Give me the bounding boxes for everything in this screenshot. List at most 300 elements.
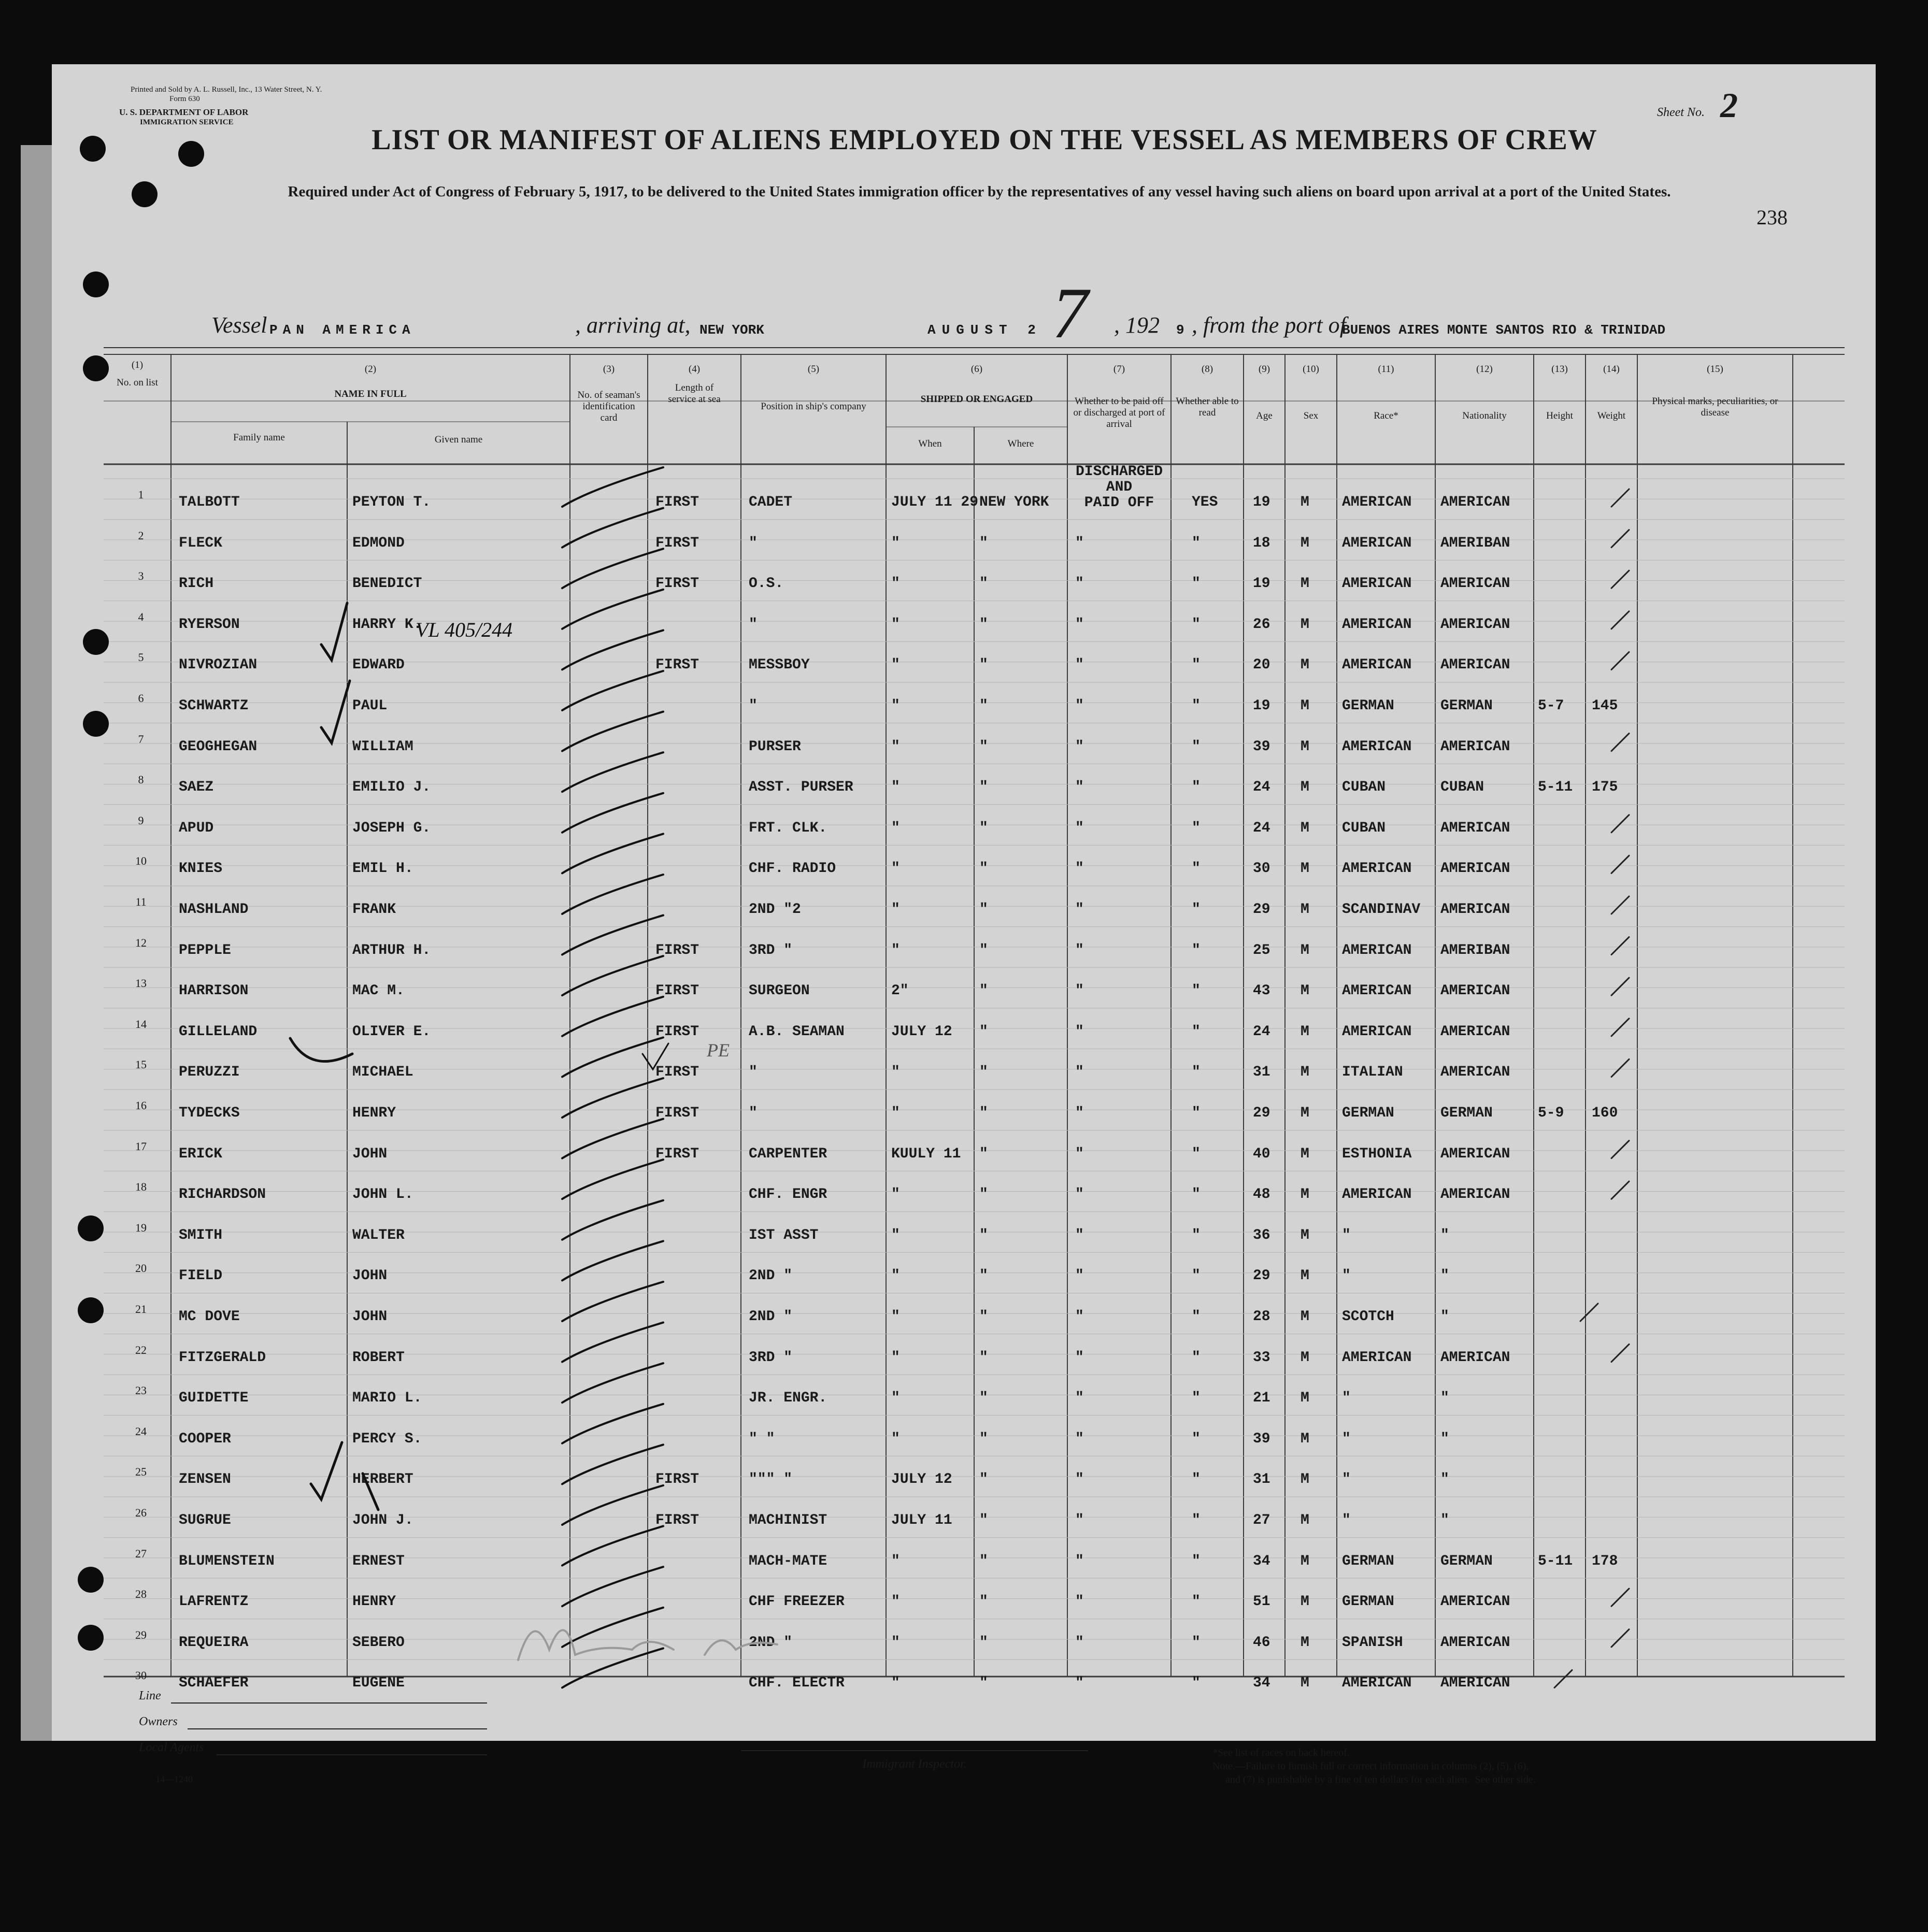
age-cell: 19 (1253, 576, 1270, 592)
race-cell: AMERICAN (1342, 942, 1412, 958)
punch-hole (178, 141, 204, 167)
shipped-when-cell: " (891, 1227, 900, 1243)
race-cell: AMERICAN (1342, 617, 1412, 633)
family-name-cell: SCHAEFER (179, 1675, 249, 1691)
position-cell: CHF FREEZER (749, 1594, 845, 1610)
col-header-age: Age (1256, 410, 1273, 421)
sex-cell: M (1301, 1553, 1309, 1569)
footer-note: *See list of races on back hereof. Note.—Failure to furnish full or correct information in columns (2), (5), (6), and (7) is punishable by a fine of ten dollars for each alien. See other side. (1212, 1747, 1536, 1785)
service-length-cell: FIRST (655, 983, 699, 999)
position-cell: " (749, 698, 758, 714)
family-name-cell: NIVROZIAN (179, 657, 258, 673)
family-name-cell: SAEZ (179, 779, 214, 795)
position-cell: MESSBOY (749, 657, 810, 673)
given-name-cell: PEYTON T. (352, 494, 431, 510)
shipped-when-cell: " (891, 535, 900, 551)
able-to-read-cell: " (1192, 617, 1201, 633)
age-cell: 29 (1253, 901, 1270, 918)
row-number: 16 (135, 1099, 147, 1112)
nationality-cell: AMERICAN (1440, 657, 1510, 673)
row-number: 25 (135, 1465, 147, 1478)
family-name-cell: TYDECKS (179, 1105, 240, 1121)
age-cell: 29 (1253, 1268, 1270, 1284)
col1-number: (1) (131, 360, 144, 370)
race-cell: CUBAN (1342, 779, 1386, 795)
paid-off-cell: " (1075, 617, 1084, 633)
family-name-cell: NASHLAND (179, 901, 249, 918)
able-to-read-cell: " (1192, 1064, 1201, 1080)
shipped-when-cell: " (891, 1309, 900, 1325)
punch-hole (132, 181, 158, 207)
position-cell: 2ND "2 (749, 901, 801, 918)
given-name-cell: MICHAEL (352, 1064, 413, 1080)
col-header-weight: Weight (1597, 410, 1626, 421)
shipped-where-cell: " (979, 1186, 988, 1203)
col9-number: (9) (1258, 364, 1270, 375)
row-number: 7 (138, 733, 144, 746)
position-cell: A.B. SEAMAN (749, 1024, 845, 1040)
row-number: 15 (135, 1058, 147, 1071)
family-name-cell: GEOGHEGAN (179, 739, 258, 755)
family-name-cell: GILLELAND (179, 1024, 258, 1040)
paid-off-cell: " (1075, 820, 1084, 836)
nationality-cell: GERMAN (1440, 1553, 1493, 1569)
position-cell: CADET (749, 494, 793, 510)
shipped-when-cell: " (891, 1186, 900, 1203)
nationality-cell: AMERICAN (1440, 494, 1510, 510)
age-cell: 19 (1253, 494, 1270, 510)
position-cell: JR. ENGR. (749, 1390, 827, 1406)
given-name-cell: BENEDICT (352, 576, 422, 592)
height-cell: 5-11 (1538, 779, 1573, 795)
able-to-read-cell: " (1192, 535, 1201, 551)
family-name-cell: SUGRUE (179, 1512, 231, 1528)
service-length-cell: FIRST (655, 1024, 699, 1040)
age-cell: 24 (1253, 1024, 1270, 1040)
row-number: 1 (138, 488, 144, 501)
family-name-cell: RICHARDSON (179, 1186, 266, 1203)
service-length-cell: FIRST (655, 1471, 699, 1487)
shipped-where-cell: " (979, 576, 988, 592)
given-name-cell: HERBERT (352, 1471, 413, 1487)
family-name-cell: COOPER (179, 1431, 231, 1447)
position-cell: CARPENTER (749, 1146, 827, 1162)
sex-cell: M (1301, 942, 1309, 958)
service-length-cell: FIRST (655, 535, 699, 551)
col8-number: (8) (1201, 364, 1213, 375)
age-cell: 51 (1253, 1594, 1270, 1610)
sex-cell: M (1301, 779, 1309, 795)
sex-cell: M (1301, 617, 1309, 633)
shipped-where-cell: " (979, 698, 988, 714)
race-cell: " (1342, 1227, 1351, 1243)
race-cell: AMERICAN (1342, 739, 1412, 755)
shipped-where-cell: " (979, 1512, 988, 1528)
vessel-name: PAN AMERICA (269, 322, 416, 338)
col-header-height: Height (1546, 410, 1573, 421)
shipped-when-cell: " (891, 1594, 900, 1610)
paid-off-cell: " (1075, 1431, 1084, 1447)
shipped-where-cell: " (979, 861, 988, 877)
sex-cell: M (1301, 1635, 1309, 1651)
shipped-when-cell: " (891, 1431, 900, 1447)
col-header-where: Where (1007, 438, 1034, 449)
paid-off-cell: " (1075, 739, 1084, 755)
nationality-cell: AMERICAN (1440, 1635, 1510, 1651)
owners-underline (188, 1728, 487, 1729)
race-cell: SCANDINAV (1342, 901, 1421, 918)
given-name-cell: ROBERT (352, 1350, 405, 1366)
nationality-cell: " (1440, 1471, 1449, 1487)
service-length-cell: FIRST (655, 1105, 699, 1121)
shipped-where-cell: " (979, 617, 988, 633)
age-cell: 28 (1253, 1309, 1270, 1325)
given-name-cell: PAUL (352, 698, 388, 714)
row-number: 27 (135, 1547, 147, 1560)
position-cell: " (749, 535, 758, 551)
row-number: 28 (135, 1587, 147, 1600)
able-to-read-cell: " (1192, 942, 1201, 958)
nationality-cell: AMERICAN (1440, 1594, 1510, 1610)
family-name-cell: RICH (179, 576, 214, 592)
arriving-label: , arriving at, (575, 312, 691, 338)
sex-cell: M (1301, 1227, 1309, 1243)
col-header-paid-off: Whether to be paid off or discharged at port of arrival (1073, 396, 1165, 430)
row-number: 9 (138, 814, 144, 827)
col-header-when: When (918, 438, 942, 449)
age-cell: 33 (1253, 1350, 1270, 1366)
page-title: LIST OR MANIFEST OF ALIENS EMPLOYED ON THE VESSEL AS MEMBERS OF CREW (372, 124, 1597, 156)
shipped-where-cell: " (979, 1105, 988, 1121)
shipped-where-cell: " (979, 1227, 988, 1243)
nationality-cell: AMERICAN (1440, 901, 1510, 918)
family-name-cell: RYERSON (179, 617, 240, 633)
given-name-cell: PERCY S. (352, 1431, 422, 1447)
shipped-where-cell: " (979, 779, 988, 795)
col-header-nationality: Nationality (1462, 410, 1507, 421)
able-to-read-cell: " (1192, 1268, 1201, 1284)
nationality-cell: AMERICAN (1440, 739, 1510, 755)
service-length-cell: FIRST (655, 1512, 699, 1528)
row-number: 26 (135, 1506, 147, 1519)
shipped-where-cell: " (979, 1350, 988, 1366)
line-label: Line (139, 1689, 161, 1702)
paid-off-cell: " (1075, 657, 1084, 673)
col4-number: (4) (688, 364, 701, 375)
arrival-year: 9 (1176, 322, 1184, 338)
nationality-cell: " (1440, 1431, 1449, 1447)
shipped-when-cell: " (891, 1390, 900, 1406)
row-number: 23 (135, 1384, 147, 1397)
given-name-cell: EMILIO J. (352, 779, 431, 795)
col-header-list-number: No. on list (117, 377, 158, 388)
punch-hole (78, 1567, 104, 1593)
position-cell: " " (749, 1431, 775, 1447)
sex-cell: M (1301, 698, 1309, 714)
given-name-cell: JOHN (352, 1268, 388, 1284)
sex-cell: M (1301, 657, 1309, 673)
col5-number: (5) (807, 364, 820, 375)
position-cell: O.S. (749, 576, 784, 592)
col3-number: (3) (603, 364, 615, 375)
row-number: 8 (138, 773, 144, 786)
nationality-cell: " (1440, 1227, 1449, 1243)
sex-cell: M (1301, 1024, 1309, 1040)
row-number: 2 (138, 529, 144, 542)
given-name-cell: WALTER (352, 1227, 405, 1243)
row-number: 5 (138, 651, 144, 664)
paid-off-cell: " (1075, 535, 1084, 551)
weight-cell: 145 (1592, 698, 1618, 714)
shipped-when-cell: " (891, 1635, 900, 1651)
family-name-cell: BLUMENSTEIN (179, 1553, 275, 1569)
shipped-where-cell: " (979, 820, 988, 836)
col-header-position: Position in ship's company (761, 401, 866, 412)
row-number: 30 (135, 1669, 147, 1682)
shipped-where-cell: " (979, 901, 988, 918)
race-cell: SPANISH (1342, 1635, 1403, 1651)
given-name-cell: JOSEPH G. (352, 820, 431, 836)
year-label: , 192 (1114, 312, 1160, 338)
age-cell: 31 (1253, 1064, 1270, 1080)
col7-number: (7) (1113, 364, 1125, 375)
race-cell: CUBAN (1342, 820, 1386, 836)
paid-off-cell: " (1075, 942, 1084, 958)
from-port: BUENOS AIRES MONTE SANTOS RIO & TRINIDAD (1342, 322, 1666, 338)
paid-off-cell: " (1075, 1227, 1084, 1243)
age-cell: 43 (1253, 983, 1270, 999)
given-name-cell: HENRY (352, 1594, 396, 1610)
position-cell: 2ND " (749, 1268, 793, 1284)
age-cell: 34 (1253, 1675, 1270, 1691)
col-header-sex: Sex (1303, 410, 1319, 421)
family-name-cell: FIELD (179, 1268, 223, 1284)
col-header-family-name: Family name (233, 432, 285, 443)
row-number: 4 (138, 610, 144, 623)
position-cell: PURSER (749, 739, 801, 755)
given-name-cell: JOHN J. (352, 1512, 413, 1528)
shipped-where-cell: " (979, 1471, 988, 1487)
able-to-read-cell: " (1192, 983, 1201, 999)
service-length-cell: FIRST (655, 1146, 699, 1162)
arrival-port: NEW YORK (699, 322, 764, 338)
given-name-cell: WILLIAM (352, 739, 413, 755)
nationality-cell: AMERICAN (1440, 983, 1510, 999)
position-cell: CHF. RADIO (749, 861, 836, 877)
shipped-where-cell: " (979, 942, 988, 958)
position-cell: ASST. PURSER (749, 779, 853, 795)
sex-cell: M (1301, 1064, 1309, 1080)
nationality-cell: AMERIBAN (1440, 942, 1510, 958)
age-cell: 24 (1253, 779, 1270, 795)
position-cell: " (749, 1105, 758, 1121)
service-length-cell: FIRST (655, 942, 699, 958)
position-cell: 3RD " (749, 1350, 793, 1366)
paid-off-cell: " (1075, 983, 1084, 999)
sex-cell: M (1301, 1186, 1309, 1203)
shipped-when-cell: " (891, 698, 900, 714)
row-number: 6 (138, 692, 144, 705)
able-to-read-cell: " (1192, 1146, 1201, 1162)
race-cell: " (1342, 1268, 1351, 1284)
race-cell: AMERICAN (1342, 657, 1412, 673)
shipped-when-cell: " (891, 1350, 900, 1366)
able-to-read-cell: " (1192, 657, 1201, 673)
owners-label: Owners (139, 1715, 178, 1728)
race-cell: AMERICAN (1342, 494, 1412, 510)
able-to-read-cell: " (1192, 1105, 1201, 1121)
paid-off-cell: " (1075, 1064, 1084, 1080)
paid-off-cell: " (1075, 1024, 1084, 1040)
given-name-cell: OLIVER E. (352, 1024, 431, 1040)
col13-number: (13) (1551, 364, 1568, 375)
age-cell: 18 (1253, 535, 1270, 551)
family-name-cell: SMITH (179, 1227, 223, 1243)
race-cell: AMERICAN (1342, 1186, 1412, 1203)
sex-cell: M (1301, 1146, 1309, 1162)
nationality-cell: AMERICAN (1440, 861, 1510, 877)
age-cell: 24 (1253, 820, 1270, 836)
paid-off-cell: " (1075, 1105, 1084, 1121)
position-cell: MACHINIST (749, 1512, 827, 1528)
family-name-cell: HARRISON (179, 983, 249, 999)
given-name-cell: EDMOND (352, 535, 405, 551)
family-name-cell: SCHWARTZ (179, 698, 249, 714)
height-cell: 5-7 (1538, 698, 1564, 714)
race-cell: GERMAN (1342, 1594, 1394, 1610)
shipped-when-cell: " (891, 1675, 900, 1691)
able-to-read-cell: " (1192, 1350, 1201, 1366)
vessel-label: Vessel (211, 312, 267, 338)
row-number: 11 (135, 895, 147, 908)
service-length-cell: FIRST (655, 657, 699, 673)
race-cell: GERMAN (1342, 1553, 1394, 1569)
row-number: 13 (135, 977, 147, 990)
sheet-number-label: Sheet No. (1657, 106, 1705, 119)
family-name-cell: FITZGERALD (179, 1350, 266, 1366)
weight-cell: 175 (1592, 779, 1618, 795)
nationality-cell: AMERICAN (1440, 820, 1510, 836)
line-underline (171, 1702, 487, 1704)
able-to-read-cell: " (1192, 901, 1201, 918)
position-cell: 2ND " (749, 1309, 793, 1325)
sex-cell: M (1301, 739, 1309, 755)
age-cell: 34 (1253, 1553, 1270, 1569)
race-cell: " (1342, 1390, 1351, 1406)
given-name-cell: FRANK (352, 901, 396, 918)
shipped-when-cell: " (891, 657, 900, 673)
shipped-where-cell: NEW YORK (979, 494, 1049, 510)
sex-cell: M (1301, 1390, 1309, 1406)
family-name-cell: PERUZZI (179, 1064, 240, 1080)
sex-cell: M (1301, 1105, 1309, 1121)
page-subtitle: Required under Act of Congress of February 5, 1917, to be delivered to the United States immigration officer by the representatives of any vessel having such aliens on board upon arrival at a port of the United States. (288, 183, 1671, 200)
given-name-cell: ERNEST (352, 1553, 405, 1569)
race-cell: " (1342, 1471, 1351, 1487)
handwritten-day: 7 (1052, 273, 1088, 353)
position-cell: CHF. ELECTR (749, 1675, 845, 1691)
family-name-cell: MC DOVE (179, 1309, 240, 1325)
col12-number: (12) (1476, 364, 1493, 375)
shipped-when-cell: " (891, 1064, 900, 1080)
position-cell: IST ASST (749, 1227, 819, 1243)
nationality-cell: AMERICAN (1440, 1024, 1510, 1040)
row-number: 20 (135, 1262, 147, 1275)
col10-number: (10) (1303, 364, 1319, 375)
shipped-where-cell: " (979, 1064, 988, 1080)
able-to-read-cell: " (1192, 861, 1201, 877)
nationality-cell: GERMAN (1440, 1105, 1493, 1121)
paid-off-cell: " (1075, 1309, 1084, 1325)
paid-off-cell: " (1075, 1186, 1084, 1203)
race-cell: AMERICAN (1342, 1675, 1412, 1691)
punch-hole (83, 355, 109, 381)
position-cell: CHF. ENGR (749, 1186, 827, 1203)
age-cell: 25 (1253, 942, 1270, 958)
race-cell: ESTHONIA (1342, 1146, 1412, 1162)
shipped-where-cell: " (979, 983, 988, 999)
tydecks-annotation: PE (707, 1040, 730, 1061)
inspector-label: Immigrant Inspector. (862, 1757, 967, 1771)
weight-cell: 178 (1592, 1553, 1618, 1569)
shipped-when-cell: " (891, 779, 900, 795)
height-cell: 5-9 (1538, 1105, 1564, 1121)
sex-cell: M (1301, 1350, 1309, 1366)
sex-cell: M (1301, 1594, 1309, 1610)
sex-cell: M (1301, 1512, 1309, 1528)
col15-number: (15) (1707, 364, 1723, 375)
family-name-cell: LAFRENTZ (179, 1594, 249, 1610)
col-header-read: Whether able to read (1176, 396, 1239, 418)
shipped-where-cell: " (979, 739, 988, 755)
age-cell: 39 (1253, 739, 1270, 755)
shipped-where-cell: " (979, 1594, 988, 1610)
position-cell: 2ND " (749, 1635, 793, 1651)
age-cell: 48 (1253, 1186, 1270, 1203)
able-to-read-cell: " (1192, 1553, 1201, 1569)
shipped-where-cell: " (979, 657, 988, 673)
position-cell: 3RD " (749, 942, 793, 958)
family-name-cell: TALBOTT (179, 494, 240, 510)
sex-cell: M (1301, 820, 1309, 836)
col-header-race: Race* (1374, 410, 1398, 421)
punch-hole (83, 711, 109, 737)
row-number: 17 (135, 1140, 147, 1153)
shipped-where-cell: " (979, 1146, 988, 1162)
shipped-when-cell: JULY 11 (891, 1512, 952, 1528)
stamped-page-number: 238 (1756, 206, 1788, 229)
col2-number: (2) (364, 364, 377, 375)
able-to-read-cell: " (1192, 1635, 1201, 1651)
col11-number: (11) (1378, 364, 1394, 375)
col-header-name: NAME IN FULL (334, 389, 407, 399)
family-name-cell: APUD (179, 820, 214, 836)
shipped-where-cell: " (979, 1024, 988, 1040)
paid-off-cell: " (1075, 1471, 1084, 1487)
family-name-cell: ERICK (179, 1146, 223, 1162)
position-cell: SURGEON (749, 983, 810, 999)
given-name-cell: SEBERO (352, 1635, 405, 1651)
paid-off-cell: " (1075, 698, 1084, 714)
able-to-read-cell: " (1192, 698, 1201, 714)
given-name-cell: HENRY (352, 1105, 396, 1121)
given-name-cell: JOHN (352, 1309, 388, 1325)
shipped-when-cell: " (891, 1105, 900, 1121)
age-cell: 36 (1253, 1227, 1270, 1243)
age-cell: 39 (1253, 1431, 1270, 1447)
height-cell: 5-11 (1538, 1553, 1573, 1569)
schwartz-annotation: VL 405/244 (416, 618, 513, 641)
